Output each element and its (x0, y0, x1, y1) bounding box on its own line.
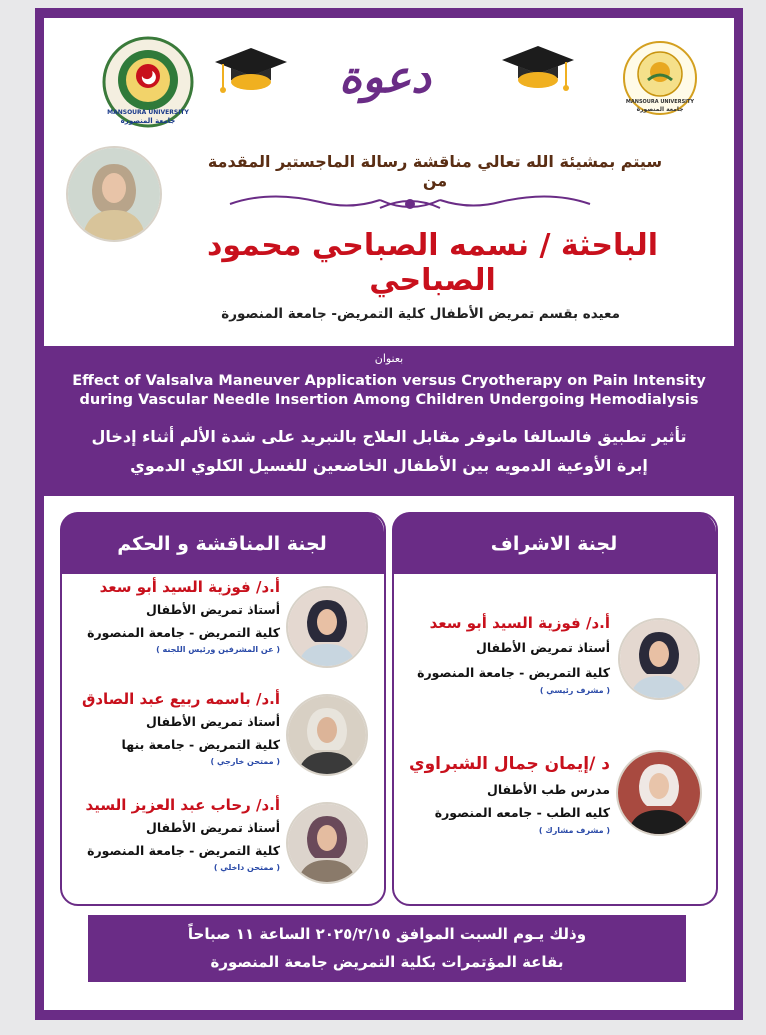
member-affiliation: كليه الطب - جامعه المنصورة (434, 805, 610, 820)
committee-member (70, 796, 280, 872)
member-name: د /إيمان جمال الشبراوي (409, 754, 610, 774)
member-photo (286, 802, 368, 884)
member-affiliation: كلية التمريض - جامعة المنصورة (417, 665, 610, 680)
member-title: أستاذ تمريض الأطفال (146, 820, 280, 835)
supervision-member (398, 614, 610, 695)
committee-member (70, 690, 280, 766)
member-title: أستاذ تمريض الأطفال (146, 714, 280, 729)
member-role: ( عن المشرفين ورئيس اللجنه ) (156, 645, 280, 654)
left-logo-text: MANSOURA UNIVERSITY (107, 109, 189, 116)
member-role: ( ممتحن خارجي ) (210, 757, 280, 766)
thesis-label: بعنوان (374, 352, 404, 365)
thesis-title-english (44, 372, 734, 410)
right-logo-arabic: جامعة المنصورة (636, 106, 684, 113)
member-title: أستاذ تمريض الأطفال (146, 602, 280, 617)
right-logo-text: MANSOURA UNIVERSITY (625, 99, 695, 105)
invitation-title: دعوة (339, 52, 431, 103)
thesis-title-ar-line1: تأثير تطبيق فالسالفا مانوفر مقابل العلاج بالتبريد على شدة الألم أثناء إدخال (91, 427, 687, 446)
member-role: ( مشرف مشارك ) (538, 826, 610, 835)
member-name: أ.د/ باسمه ربيع عبد الصادق (81, 690, 280, 708)
member-photo (616, 750, 702, 836)
member-photo (286, 694, 368, 776)
member-name: أ.د/ فوزية السيد أبو سعد (429, 614, 610, 632)
graduation-cap-icon (213, 44, 289, 104)
committee-heading: لجنة المناقشة و الحكم (60, 512, 384, 574)
event-date-time: وذلك يـوم السبت الموافق ٢٠٢٥/٢/١٥ الساعة ١١ صباحاً (187, 925, 587, 943)
member-title: مدرس طب الأطفال (486, 782, 610, 797)
member-role: ( مشرف رئيسي ) (539, 686, 610, 695)
event-venue: بقاعة المؤتمرات بكلية التمريض جامعة المنصورة (210, 953, 564, 971)
ornament-divider (220, 186, 600, 226)
event-details-bar (88, 915, 686, 982)
left-logo-arabic: جامعة المنصورة (120, 117, 176, 125)
graduation-cap-icon (500, 42, 576, 102)
thesis-title-ar-line2: إبرة الأوعية الدمويه بين الأطفال الخاضعين للغسيل الكلوي الدموي (130, 456, 648, 475)
researcher-position: معيده بقسم تمريض الأطفال كلية التمريض- جامعة المنصورة (221, 306, 620, 322)
member-affiliation: كلية التمريض - جامعة المنصورة (87, 843, 280, 858)
member-title: أستاذ تمريض الأطفال (476, 640, 610, 655)
thesis-title-en-line2: during Vascular Needle Insertion Among Children Undergoing Hemodialysis (79, 392, 699, 408)
announcement-text: سيتم بمشيئة الله تعالي مناقشة رسالة الماجستير المقدمة من (207, 152, 663, 190)
member-photo (618, 618, 700, 700)
researcher-name: الباحثة / نسمه الصباحي محمود الصباحي (206, 228, 659, 298)
supervision-member (398, 754, 610, 835)
member-affiliation: كلية التمريض - جامعة المنصورة (87, 625, 280, 640)
thesis-title-en-line1: Effect of Valsalva Maneuver Application versus Cryotherapy on Pain Intensity (72, 373, 706, 389)
member-photo (286, 586, 368, 668)
thesis-title-arabic (44, 422, 734, 480)
committee-member (70, 578, 280, 654)
member-name: أ.د/ رحاب عبد العزيز السيد (85, 796, 280, 814)
member-role: ( ممتحن داخلي ) (213, 863, 280, 872)
mansoura-university-logo-right (622, 40, 698, 116)
supervision-heading: لجنة الاشراف (392, 512, 716, 574)
member-affiliation: كلية التمريض - جامعة بنها (121, 737, 280, 752)
mansoura-university-logo-left (102, 36, 194, 128)
member-name: أ.د/ فوزية السيد أبو سعد (99, 578, 280, 596)
researcher-photo (66, 146, 162, 242)
thesis-title-band (44, 346, 734, 496)
